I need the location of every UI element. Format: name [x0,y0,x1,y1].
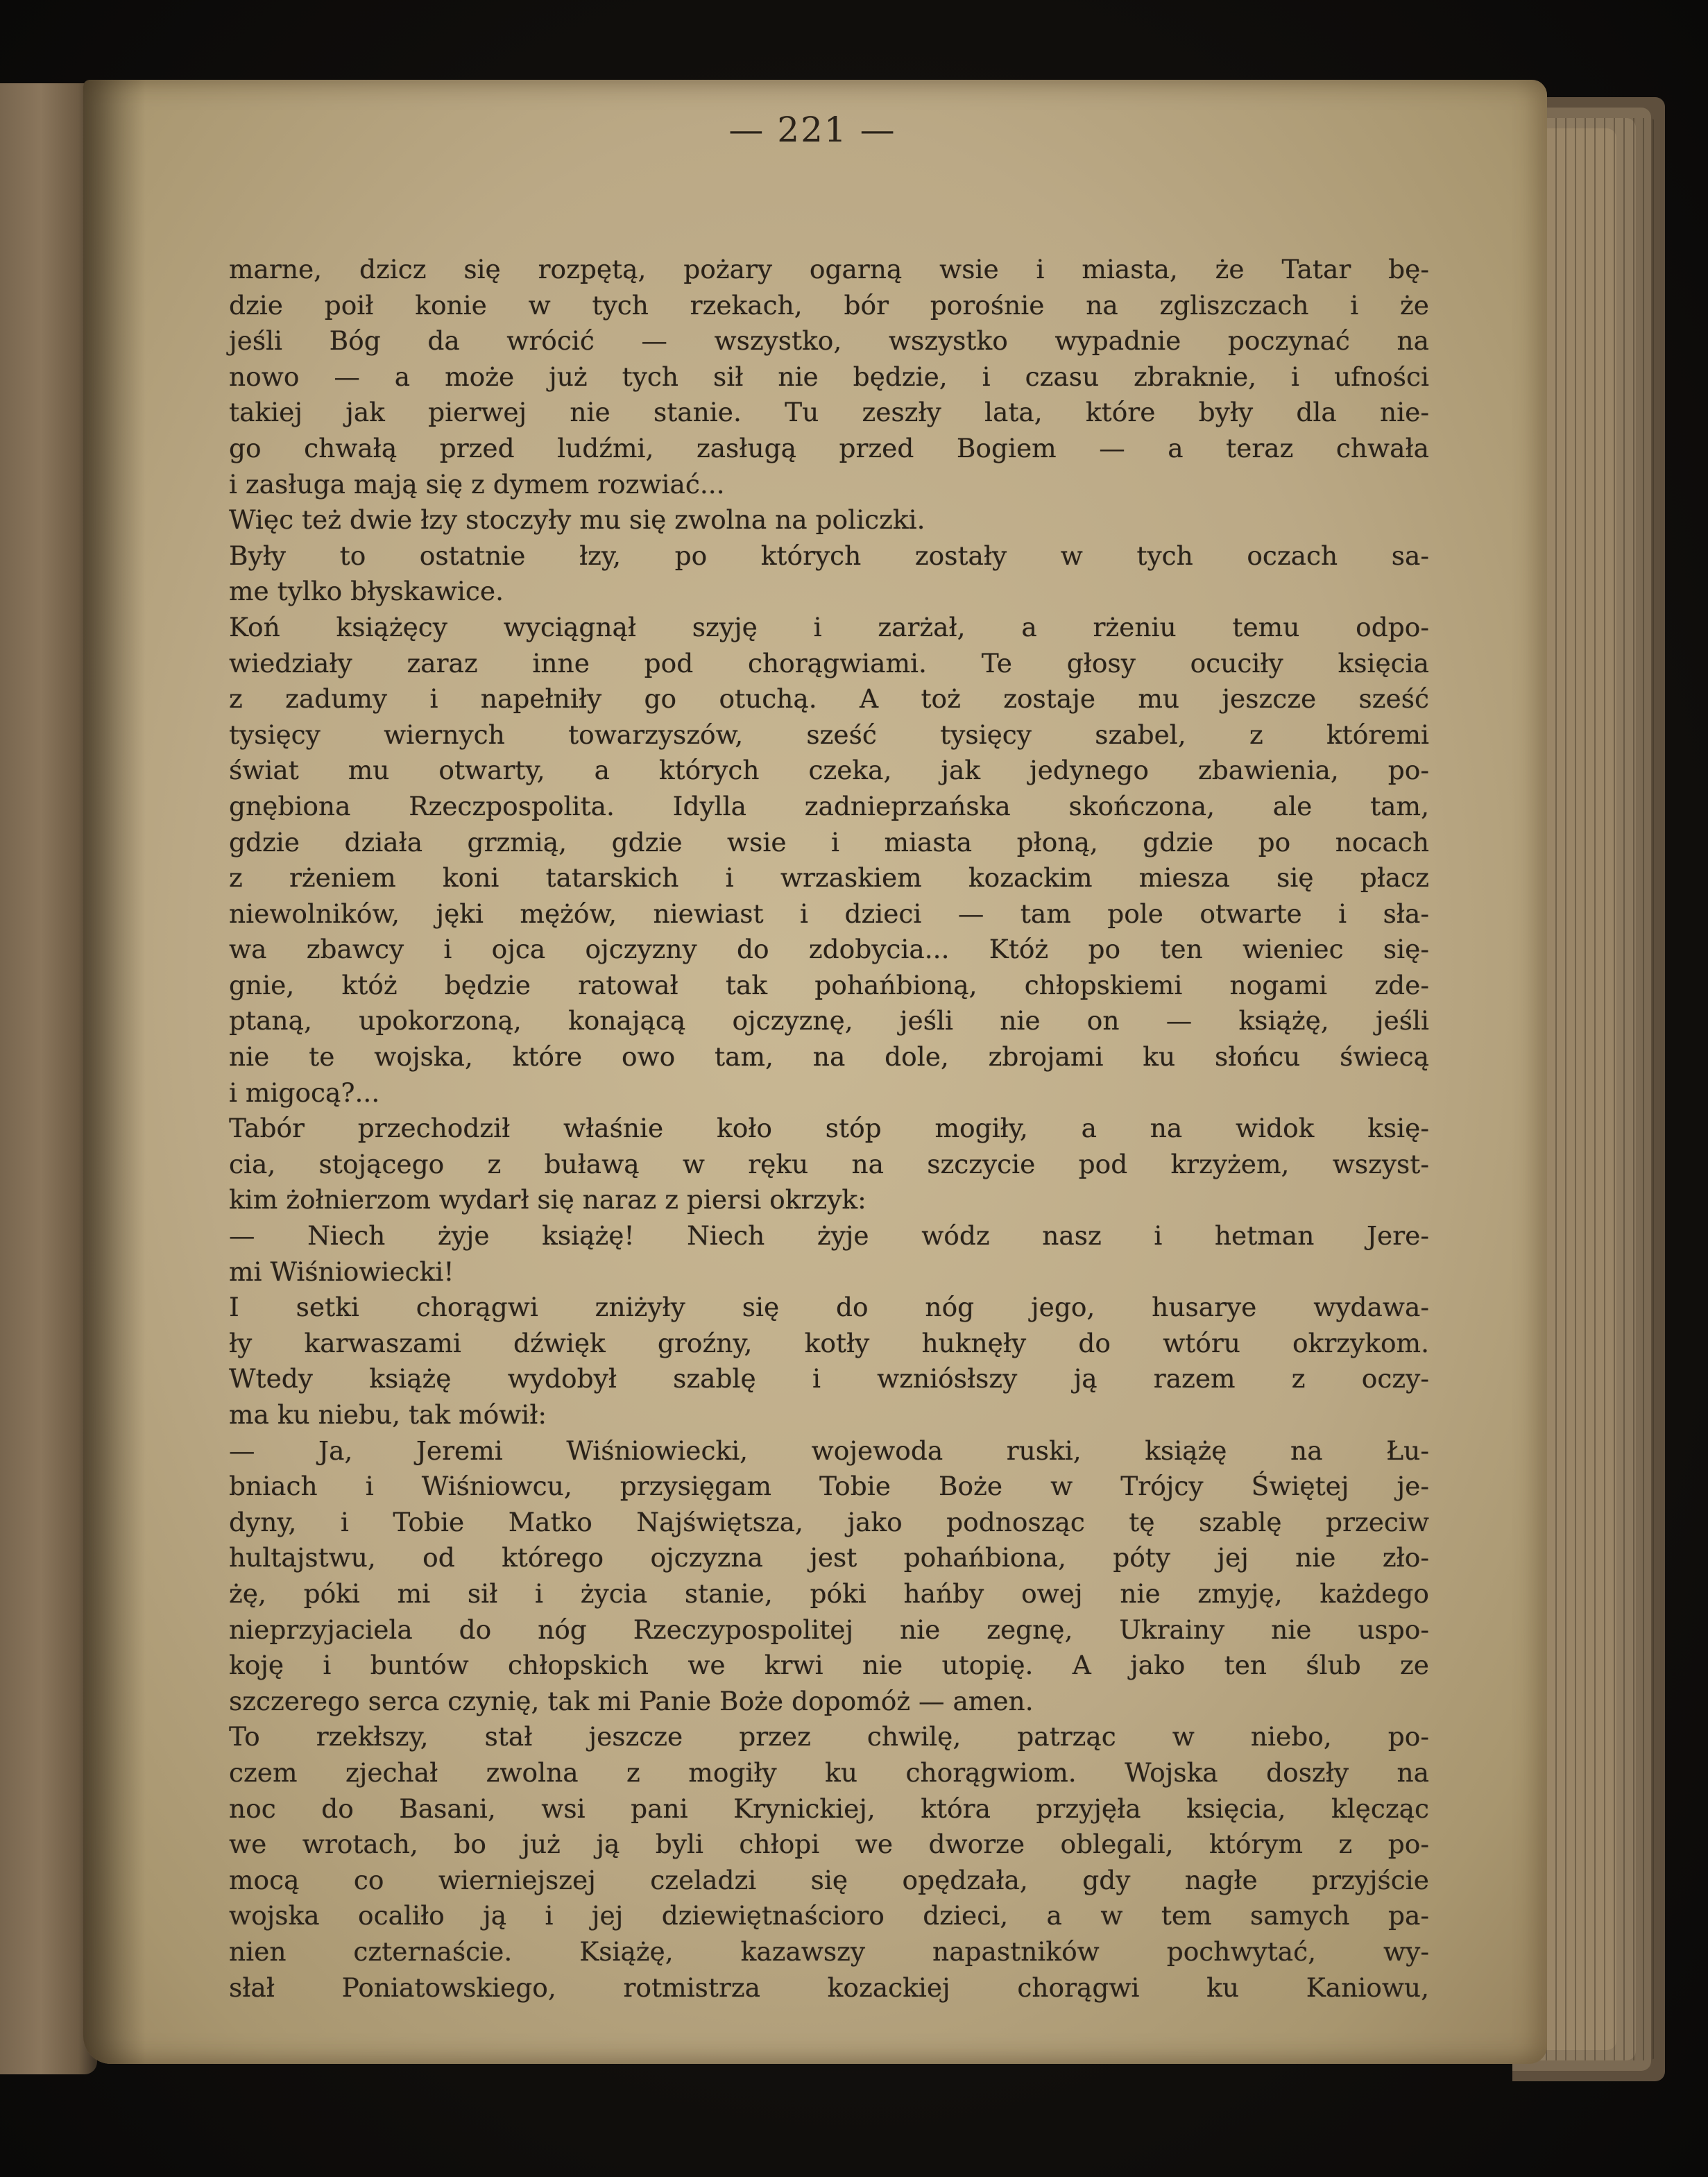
text-line: Koń książęcy wyciągnął szyję i zarżał, a rżeniu temu odpo- [229,611,1429,642]
text-line: tysięcy wiernych towarzyszów, sześć tysięcy szabel, z któremi [229,719,1429,750]
text-line: ły karwaszami dźwięk groźny, kotły huknęły do wtóru okrzykom. [229,1327,1429,1358]
text-line: To rzekłszy, stał jeszcze przez chwilę, patrząc w niebo, po- [229,1721,1429,1752]
text-line: Więc też dwie łzy stoczyły mu się zwolna na policzki. [229,504,925,536]
text-line: marne, dzicz się rozpętą, pożary ogarną wsie i miasta, że Tatar bę- [229,254,1429,284]
text-line: bniach i Wiśniowcu, przysięgam Tobie Boże w Trójcy Świętej je- [229,1471,1429,1502]
text-line: szczerego serca czynię, tak mi Panie Boże dopomóż — amen. [229,1685,1034,1716]
text-line: hultajstwu, od którego ojczyzna jest pohańbiona, póty jej nie zło- [229,1542,1429,1573]
text-line: gnębiona Rzeczpospolita. Idylla zadnieprzańska skończona, ale tam, [229,790,1429,821]
text-line: z zadumy i napełniły go otuchą. A toż zostaje mu jeszcze sześć [229,683,1429,715]
text-line: nieprzyjaciela do nóg Rzeczypospolitej nie zegnę, Ukrainy nie uspo- [229,1614,1429,1645]
text-line: cia, stojącego z buławą w ręku na szczycie pod krzyżem, wszyst- [229,1148,1429,1179]
text-line: takiej jak pierwej nie stanie. Tu zeszły lata, które były dla nie- [229,397,1429,428]
text-line: Wtedy książę wydobył szablę i wzniósłszy ją razem z oczy- [229,1363,1429,1394]
page-number [0,110,1708,150]
text-line: niewolników, jęki mężów, niewiast i dzieci — tam pole otwarte i sła- [229,898,1429,929]
text-line: dyny, i Tobie Matko Najświętsza, jako podnosząc tę szablę przeciw [229,1506,1429,1537]
text-line: i migocą?... [229,1077,380,1108]
text-line: mocą co wierniejszej czeladzi się opędzała, gdy nagłe przyjście [229,1864,1429,1895]
page-number-text: — 221 — [728,110,896,150]
text-line: I setki chorągwi zniżyły się do nóg jego, husarye wydawa- [229,1292,1429,1323]
text-line: i zasługa mają się z dymem rozwiać... [229,468,725,500]
text-line: — Niech żyje książę! Niech żyje wódz nasz i hetman Jere- [229,1220,1429,1252]
text-line: go chwałą przed ludźmi, zasługą przed Bogiem — a teraz chwała [229,432,1429,463]
text-line: ma ku niebu, tak mówił: [229,1399,547,1430]
text-line: me tylko błyskawice. [229,576,504,607]
body-text [229,252,1429,2006]
text-line: kim żołnierzom wydarł się naraz z piersi okrzyk: [229,1184,866,1215]
text-line: czem zjechał zwolna z mogiły ku chorągwiom. Wojska doszły na [229,1757,1429,1788]
text-line: we wrotach, bo już ją byli chłopi we dworze oblegali, którym z po- [229,1829,1429,1860]
text-line: słał Poniatowskiego, rotmistrza kozackiej chorągwi ku Kaniowu, [229,1972,1429,2003]
text-line: żę, póki mi sił i życia stanie, póki hańby owej nie zmyję, każdego [229,1578,1429,1609]
text-line: noc do Basani, wsi pani Krynickiej, która przyjęła księcia, klęcząc [229,1793,1429,1824]
text-line: jeśli Bóg da wrócić — wszystko, wszystko wypadnie poczynać na [229,325,1429,357]
text-line: wa zbawcy i ojca ojczyzny do zdobycia... Któż po ten wieniec się- [229,934,1429,965]
text-line: ptaną, upokorzoną, konającą ojczyznę, jeśli nie on — książę, jeśli [229,1005,1429,1036]
text-line: wojska ocaliło ją i jej dziewiętnaścioro dzieci, a w tem samych pa- [229,1900,1429,1931]
text-line: mi Wiśniowiecki! [229,1256,454,1287]
text-line: gdzie działa grzmią, gdzie wsie i miasta płoną, gdzie po nocach [229,826,1429,857]
text-line: nie te wojska, które owo tam, na dole, zbrojami ku słońcu świecą [229,1041,1429,1073]
text-line: Tabór przechodził właśnie koło stóp mogiły, a na widok księ- [229,1113,1429,1144]
text-line: Były to ostatnie łzy, po których zostały w tych oczach sa- [229,540,1429,571]
text-line: — Ja, Jeremi Wiśniowiecki, wojewoda ruski, książę na Łu- [229,1435,1429,1466]
previous-page-edge [0,83,97,2074]
text-line: z rżeniem koni tatarskich i wrzaskiem kozackim miesza się płacz [229,862,1429,894]
text-line: nowo — a może już tych sił nie będzie, i czasu zbraknie, i ufności [229,361,1429,392]
text-line: dzie poił konie w tych rzekach, bór porośnie na zgliszczach i że [229,289,1429,321]
text-line: koję i buntów chłopskich we krwi nie utopię. A jako ten ślub ze [229,1650,1429,1681]
text-line: gnie, któż będzie ratował tak pohańbioną, chłopskiemi nogami zde- [229,969,1429,1000]
text-line: świat mu otwarty, a których czeka, jak jedynego zbawienia, po- [229,755,1429,786]
text-line: wiedziały zaraz inne pod chorągwiami. Te głosy ocuciły księcia [229,647,1429,678]
text-line: nien czternaście. Książę, kazawszy napastników pochwytać, wy- [229,1936,1429,1967]
